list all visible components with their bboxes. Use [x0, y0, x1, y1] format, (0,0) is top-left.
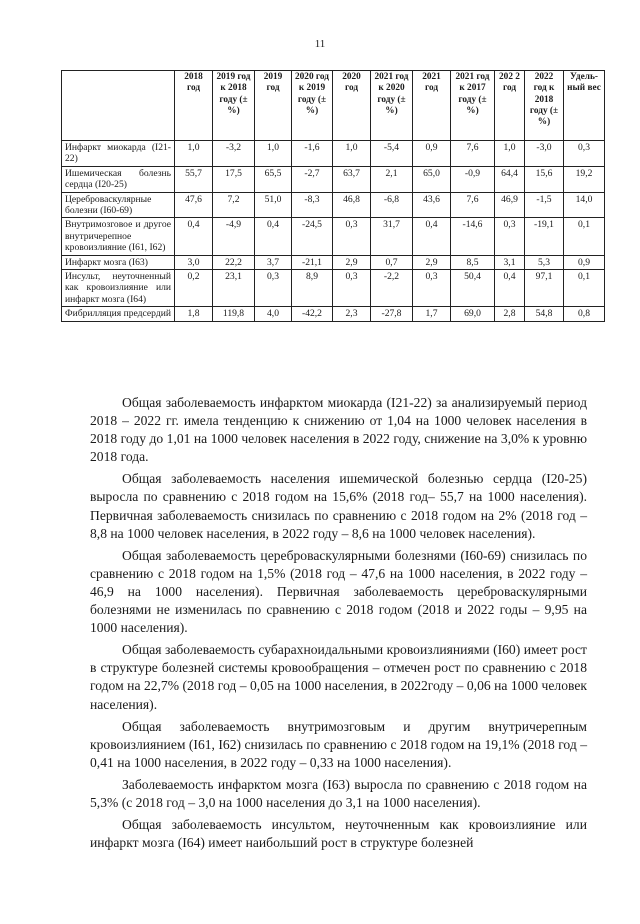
table-cell: 46,8: [333, 192, 371, 218]
table-cell: -3,0: [525, 141, 564, 167]
table-cell: 2,9: [413, 255, 451, 269]
table-cell: 0,1: [564, 270, 605, 307]
table-cell: -1,6: [292, 141, 333, 167]
table-cell: 4,0: [255, 307, 292, 321]
table-cell: -2,2: [371, 270, 413, 307]
table-cell: 64,4: [495, 166, 525, 192]
table-cell: 119,8: [213, 307, 255, 321]
table-cell: 46,9: [495, 192, 525, 218]
table-cell: 0,2: [175, 270, 213, 307]
table-cell: 8,5: [451, 255, 495, 269]
paragraph: Общая заболеваемость инсультом, неуточненным как кровоизлияние или инфаркт мозга (I64) имеет наибольший рост в структуре болезней: [90, 817, 587, 851]
table-cell: 22,2: [213, 255, 255, 269]
table-cell: 0,3: [333, 270, 371, 307]
paragraph: Общая заболеваемость внутримозговым и другим внутричерепным кровоизлиянием (I61, I62) снизилась по сравнению с 2018 годом на 19,1% (2018 год – 0,41 на 1000 населения, в 2022 году – 0,33 на 1000 населения).: [90, 718, 587, 770]
table-cell: 31,7: [371, 218, 413, 255]
row-label: Цереброваскулярные болезни (I60-69): [62, 192, 175, 218]
table-cell: 0,3: [333, 218, 371, 255]
table-cell: -5,4: [371, 141, 413, 167]
paragraph: Общая заболеваемость цереброваскулярными болезнями (I60-69) снизилась по сравнению с 2018 годом на 1,5% (2018 год – 47,6 на 1000 населения, в 2022 году – 46,9 на 1000 населения). Первичная заболеваемость цереброваскулярными болезнями не изменилась по сравнению с 2018 годом (2018 и 2022 годы – 9,95 на 1000 населения).: [90, 547, 587, 636]
table-cell: 2,9: [333, 255, 371, 269]
table-cell: 3,1: [495, 255, 525, 269]
table-cell: 8,9: [292, 270, 333, 307]
table-cell: -19,1: [525, 218, 564, 255]
header-cell: 202 2 год: [495, 71, 525, 141]
table-cell: 0,9: [413, 141, 451, 167]
table-row: [62, 270, 605, 307]
table-cell: 15,6: [525, 166, 564, 192]
table-cell: -21,1: [292, 255, 333, 269]
table-cell: 1,0: [175, 141, 213, 167]
header-cell: 2021 год к 2017 году (±%): [451, 71, 495, 141]
table-cell: -1,5: [525, 192, 564, 218]
header-cell: 2020 год к 2019 году (±%): [292, 71, 333, 141]
header-cell: 2019 год к 2018 году (±%): [213, 71, 255, 141]
table-cell: 97,1: [525, 270, 564, 307]
paragraph: Заболеваемость инфарктом мозга (I63) выросла по сравнению с 2018 годом на 5,3% (с 2018 год – 3,0 на 1000 населения до 3,1 на 1000 населения).: [90, 776, 587, 810]
table-row: [62, 192, 605, 218]
table-cell: 2,3: [333, 307, 371, 321]
header-cell: 2021 год: [413, 71, 451, 141]
header-cell: 2020 год: [333, 71, 371, 141]
table-cell: -3,2: [213, 141, 255, 167]
table-cell: -6,8: [371, 192, 413, 218]
table-cell: -2,7: [292, 166, 333, 192]
table-cell: 50,4: [451, 270, 495, 307]
table-cell: -0,9: [451, 166, 495, 192]
table-row: [62, 255, 605, 269]
table-cell: 69,0: [451, 307, 495, 321]
table-cell: 0,1: [564, 218, 605, 255]
table-cell: 7,2: [213, 192, 255, 218]
table-cell: 14,0: [564, 192, 605, 218]
table-cell: 23,1: [213, 270, 255, 307]
table-cell: 0,9: [564, 255, 605, 269]
table-row: [62, 307, 605, 321]
table-cell: 65,0: [413, 166, 451, 192]
body-text: [90, 394, 587, 856]
table-header-row: [62, 71, 605, 141]
table-cell: 54,8: [525, 307, 564, 321]
table-cell: 43,6: [413, 192, 451, 218]
table-cell: 1,0: [255, 141, 292, 167]
table-cell: 0,3: [413, 270, 451, 307]
table-cell: 63,7: [333, 166, 371, 192]
table-cell: 0,4: [175, 218, 213, 255]
header-cell: 2022 год к 2018 году (±%): [525, 71, 564, 141]
row-label: Ишемическая болезнь сердца (I20-25): [62, 166, 175, 192]
table-cell: 0,7: [371, 255, 413, 269]
table-cell: 0,3: [495, 218, 525, 255]
row-label: Инфаркт миокарда (I21-22): [62, 141, 175, 167]
table-cell: 0,4: [413, 218, 451, 255]
table-cell: 0,3: [564, 141, 605, 167]
table-cell: 51,0: [255, 192, 292, 218]
row-label: Инсульт, неуточненный как кровоизлияние или инфаркт мозга (I64): [62, 270, 175, 307]
header-cell: 2019 год: [255, 71, 292, 141]
table-cell: 3,7: [255, 255, 292, 269]
table-cell: 0,8: [564, 307, 605, 321]
table-cell: 47,6: [175, 192, 213, 218]
table-cell: 55,7: [175, 166, 213, 192]
table-cell: 7,6: [451, 192, 495, 218]
paragraph: Общая заболеваемость населения ишемической болезнью сердца (I20-25) выросла по сравнению с 2018 годом на 15,6% (2018 год– 55,7 на 1000 населения). Первичная заболеваемость снизилась по сравнению с 2018 годом на 2% (2018 год – 8,8 на 1000 человек населения, в 2022 году – 8,6 на 1000 человек населения).: [90, 471, 587, 541]
table-cell: 3,0: [175, 255, 213, 269]
row-label: Фибрилляция предсердий: [62, 307, 175, 321]
paragraph: Общая заболеваемость субарахноидальными кровоизлияниями (I60) имеет рост в структуре болезней системы кровообращения – отмечен рост по сравнению с 2018 годом на 22,7% (2018 год – 0,05 на 1000 населения, в 2022году – 0,06 на 1000 человек населения).: [90, 642, 587, 712]
table-cell: -24,5: [292, 218, 333, 255]
table-cell: -27,8: [371, 307, 413, 321]
table-cell: 7,6: [451, 141, 495, 167]
table-cell: 19,2: [564, 166, 605, 192]
header-cell: 2021 год к 2020 году (±%): [371, 71, 413, 141]
table-cell: 1,0: [495, 141, 525, 167]
header-cell: Удель- ный вес: [564, 71, 605, 141]
header-cell: 2018 год: [175, 71, 213, 141]
table-cell: -8,3: [292, 192, 333, 218]
table-cell: -42,2: [292, 307, 333, 321]
table-cell: 5,3: [525, 255, 564, 269]
table-cell: 1,0: [333, 141, 371, 167]
paragraph: Общая заболеваемость инфарктом миокарда (I21-22) за анализируемый период 2018 – 2022 гг. имела тенденцию к снижению от 1,04 на 1000 человек населения в 2018 году до 1,01 на 1000 человек населения в 2022 году, снижение на 3,0% к уровню 2018 года.: [90, 395, 587, 465]
page-number: 11: [314, 38, 326, 50]
table-cell: 0,4: [495, 270, 525, 307]
table-cell: 0,3: [255, 270, 292, 307]
table-cell: 65,5: [255, 166, 292, 192]
table-cell: 2,8: [495, 307, 525, 321]
table-cell: -14,6: [451, 218, 495, 255]
header-cell-empty: [62, 71, 175, 141]
table-row: [62, 218, 605, 255]
table-cell: 1,8: [175, 307, 213, 321]
table-cell: 17,5: [213, 166, 255, 192]
table-row: [62, 166, 605, 192]
statistics-table: [61, 70, 605, 322]
table-cell: 1,7: [413, 307, 451, 321]
table-cell: 0,4: [255, 218, 292, 255]
row-label: Инфаркт мозга (I63): [62, 255, 175, 269]
table-cell: -4,9: [213, 218, 255, 255]
table-cell: 2,1: [371, 166, 413, 192]
row-label: Внутримозговое и другое внутричерепное кровоизлияние (I61, I62): [62, 218, 175, 255]
table-row: [62, 141, 605, 167]
